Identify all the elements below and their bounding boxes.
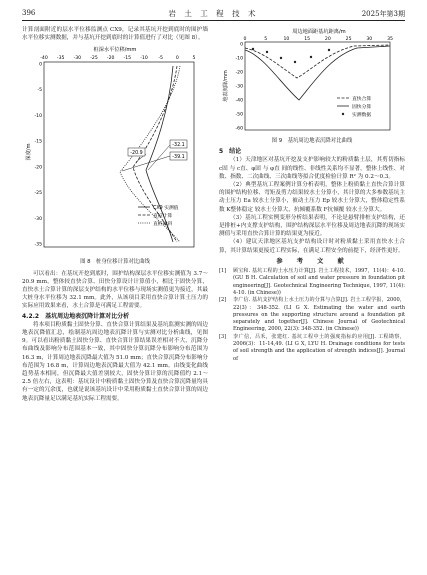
- fig9-top-axis-label: 周边地面距基坑距离/m: [292, 29, 346, 35]
- fig8-x-tick: -5: [158, 56, 163, 62]
- fig9-y-tick: -20: [235, 70, 243, 76]
- fig8-annotation-2: [128, 148, 146, 162]
- fig9-x-ticks: [244, 36, 393, 42]
- fig8-y-tick: -15: [34, 140, 42, 146]
- reference-number: [1]: [219, 268, 227, 275]
- fig9-y-axis-label: 地表沉降/mm: [223, 70, 229, 102]
- fig9-y-tick: 0: [240, 42, 243, 48]
- fig8-x-tick: -15: [123, 56, 132, 62]
- fig8-legend-1: CX9 实测值: [153, 206, 179, 212]
- fig9-legend-3: 实测数据: [352, 113, 372, 118]
- journal-title: 岩 土 工 程 技 术: [168, 9, 259, 18]
- fig9-legend-1: 直快合算: [352, 97, 372, 102]
- fig8-legend-2: 直桩计算: [153, 214, 173, 220]
- page-number: 396: [22, 9, 36, 17]
- references-heading: 参 考 文 献: [276, 257, 348, 265]
- section-4-2-2-heading: 4.2.2 基坑周边地表沉降计算对比分析: [22, 312, 130, 320]
- fig9-y-tick: -40: [235, 98, 243, 104]
- fig8-y-ticks: [34, 62, 42, 248]
- fig8-y-tick: -10: [34, 114, 42, 120]
- fig9-legend: [337, 95, 371, 118]
- fig9-x-tick: 0: [243, 37, 247, 42]
- fig8-x-ticks: [40, 55, 195, 61]
- fig9-x-tick: 30: [366, 37, 373, 42]
- conclusion-3: （3）基坑工程实例变形分析结果表明，不论是悬臂排桩支护结构，还是排桩+内支撑支护结构，围护结构深层水平位移及周边地表沉降的现场实测值与采用直快合算计算的结果更为接近。: [219, 214, 405, 238]
- svg-text:-39.1: -39.1: [172, 155, 185, 161]
- intro-paragraph: 计算剖面附近的层水平位移监测点 CX9，记录其基坑开挖到底时的围护墙水平位移实测数据，并与基坑开挖到底时的计算值进行了对比（见图 8）。: [22, 27, 208, 42]
- fig9-series-consolidated: [245, 46, 390, 100]
- left-column: [22, 26, 208, 403]
- fig8-y-tick: -5: [37, 88, 42, 94]
- paragraph-1: 可以看出：在基坑开挖到底时，围护结构深层水平位移实测值为 3.7～20.9 mm，整体较直快合算、田快分算设计计算值小，相比于固快分算，直快水土合算计算的深层支护结构的水平位移与现场实测值更为接近，其最大桩身水平位移为 32.1 mm。此外，从该项目采用直快合算计算土压力的实际应用效果来看，水土合算是可满足工程需要。: [22, 270, 208, 310]
- fig8-x-tick: -10: [140, 56, 148, 62]
- fig9-y-tick: -60: [235, 126, 243, 132]
- conclusion-1: （1）天津地区对基坑开挖及支护影响较大的粉质黏土层，其剪切指标 c固 与 c直、φ固 与 φ直 间的线性、非线性关系均不显著，整体上线性、对数、指数、二次曲线、三次曲线等拟合优度检验计算 R² 为 0.2～0.3。: [219, 157, 405, 180]
- fig9-y-tick: -10: [235, 56, 243, 62]
- paragraph-2: 将本项目粉质黏土固快分算、直快合算计算结果及基坑监测实测的周边地表沉降值汇总，绘制基坑周边地表沉降计算与实测对比分析曲线，见图 9。可以看出粉质黏土固快分算、直快合算计算结果误差相对不大，沉降分布曲线及影响分布范围基本一致，其中固快分算沉降分布影响分布范围为 16.3 m，计算周边地表沉降最大值为 51.0 mm；直快合算沉降分布影响分布范围为 16.8 m，计算周边地表沉降最大值为 42.1 mm。由线变化曲线趋势基本相同，但沉降最大值差别较大，固快分算计算的沉降值约 2.1～2.5 倍左右，这表明：基坑设计中粉质黏土固快分算及直快合算沉降量均具有一定的冗余度，也就是说该基坑设计中采用粉质黏土直快合算计算的周边地表沉降量足以满足基坑实际工程需要。: [22, 321, 209, 402]
- fig8-y-tick: -25: [34, 191, 42, 197]
- reference-item: [219, 297, 405, 333]
- running-header: [22, 8, 405, 21]
- fig9-x-tick: 20: [324, 37, 331, 42]
- reference-text: 顾宝和. 基坑工程的土水压力计算[J]. 岩土工程技术，1997，11(4)：4-10. (GU B H. Calculation of soil and water pressure in foundation pit engineering[J]. Geotechnical Engineering Technique, 1997, 11(4): 4-10. (in Chinese)): [233, 268, 405, 296]
- figure-9-chart: [219, 26, 405, 136]
- fig8-x-tick: -35: [56, 56, 65, 62]
- fig8-x-tick: -20: [106, 56, 115, 62]
- fig9-y-ticks: [235, 42, 243, 132]
- fig8-y-tick: -35: [34, 242, 42, 248]
- fig8-x-tick: 0: [175, 56, 179, 62]
- fig9-y-tick: -50: [235, 112, 243, 118]
- figure-8-chart: [22, 42, 208, 257]
- fig8-y-tick: 0: [39, 62, 42, 68]
- reference-number: [2]: [219, 297, 227, 304]
- fig9-x-tick: 15: [304, 37, 311, 42]
- figure-8-caption: 图 8 桩身位移计算对比曲线: [80, 259, 150, 266]
- fig9-y-tick: -30: [235, 84, 243, 90]
- fig8-top-axis-label: 桩深水平位移/mm: [93, 47, 137, 54]
- reference-number: [3]: [219, 333, 227, 340]
- fig8-x-tick: -25: [90, 56, 98, 62]
- fig8-legend-3: 直桩倾斜: [153, 222, 173, 228]
- fig8-y-tick: -20: [34, 165, 42, 171]
- figure-9-caption: 图 9 基坑周边地表沉降对比曲线: [271, 138, 353, 144]
- fig8-x-tick: -40: [40, 56, 48, 62]
- fig8-x-tick: 5: [192, 56, 196, 62]
- reference-text: 李广信，吕禾，张建红. 基坑工程中土的强度指标的应用[J]. 工程勘察，2006(3)：11-14,49. (LI G X, LYU H. Drainage conditions for tests of soil strength and the application of strength indices[J]. Journal of: [233, 333, 405, 362]
- fig9-legend-2: 固快分算: [352, 105, 372, 110]
- svg-text:-32.1: -32.1: [172, 143, 185, 149]
- reference-item: [219, 268, 405, 297]
- conclusion-2: （2）典型基坑工程案例计算分析表明，整体上粉质黏土直快合算计算的围护结构位移、弯矩及剪力结果较水土分算小，其计算的大多参数基坑主动土压力 Ea 较水土分算小，被动土压力 Ep 较水土分算大，整体稳定性系数 K整体稳定 较水土分算大，抗倾覆系数 F抗倾覆 较水土分算大。: [219, 182, 405, 213]
- fig9-x-tick: 35: [387, 37, 393, 42]
- reference-item: [219, 334, 405, 363]
- fig8-x-tick: -30: [73, 56, 82, 62]
- right-column: [219, 26, 405, 363]
- fig9-series-direct: [245, 45, 390, 78]
- conclusion-4: （4）建议天津地区基坑支护结构设计时对粉质黏土采用直快水土合算，其计算结果更接近工程实际，在满足工程安全的前提下，经济性更好。: [219, 239, 405, 254]
- svg-text:-20.9: -20.9: [130, 151, 143, 157]
- fig8-legend: [138, 204, 179, 227]
- issue-label: 2025年第3期: [361, 10, 405, 18]
- fig9-x-tick: 10: [283, 37, 290, 42]
- fig9-x-tick: 5: [264, 37, 268, 42]
- fig8-y-tick: -30: [34, 217, 42, 223]
- fig8-y-axis-label: 深度/m: [26, 143, 32, 161]
- reference-text: 李广信. 基坑支护结构上水土压力的分算与合算[J]. 岩土工程学报，2000，22(3)：348-352. (LI G X. Estimating the water and earth pressures on the supporting structure around a foundation pit separately and together[J]. Chinese Journal of Geotechnical Engineering, 2000, 22(3): 348-352. (in Chinese)): [233, 297, 405, 333]
- section-5-heading: 5 结论: [219, 148, 242, 156]
- fig9-x-tick: 25: [345, 37, 352, 42]
